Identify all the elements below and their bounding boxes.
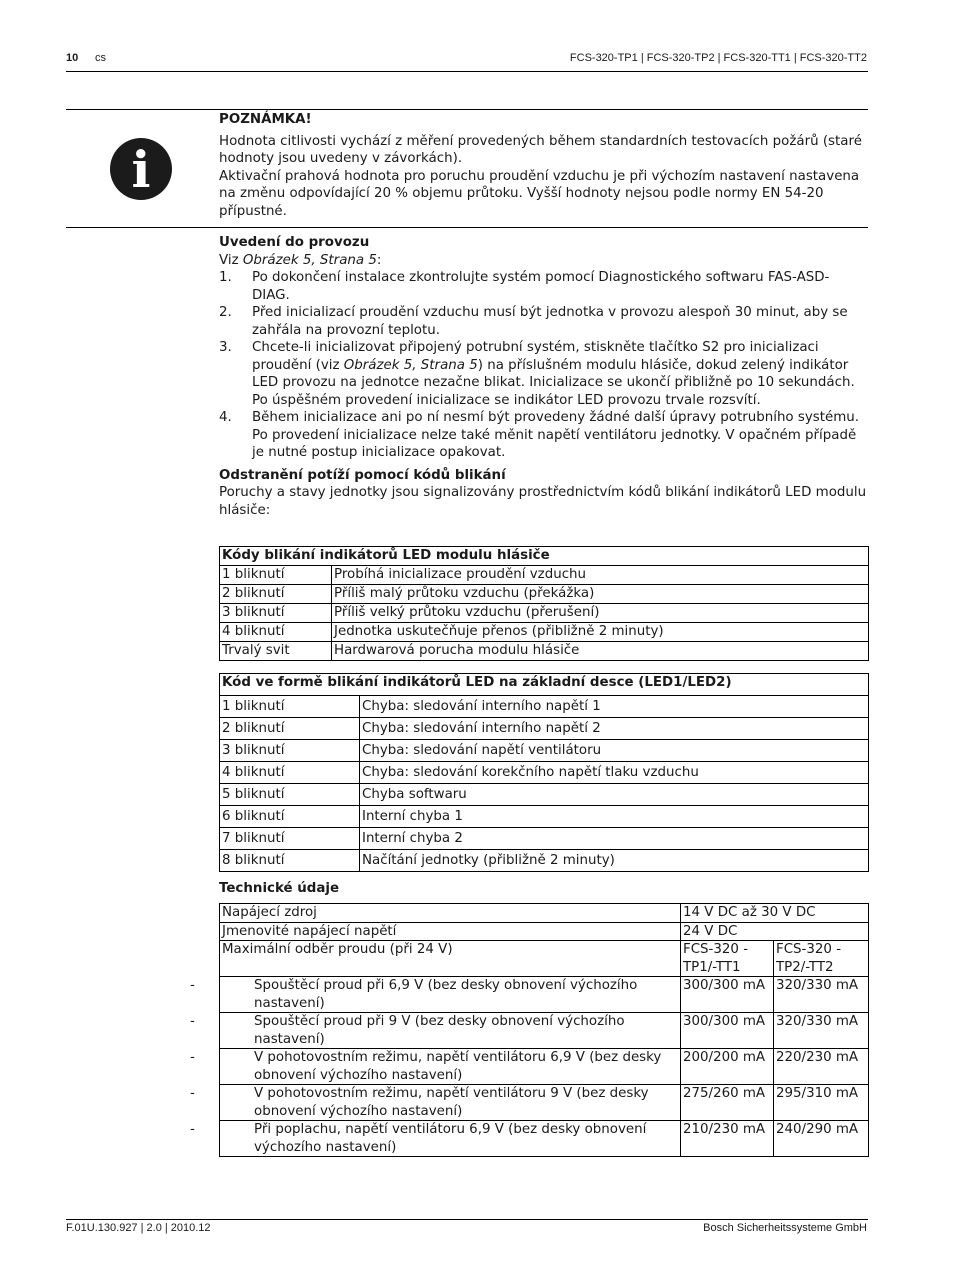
- table-cell: 3 bliknutí: [220, 604, 332, 623]
- table-cell: Chyba: sledování napětí ventilátoru: [360, 740, 869, 762]
- info-icon: i: [110, 138, 172, 200]
- note-top-rule: [66, 109, 868, 110]
- table-cell: 8 bliknutí: [220, 850, 360, 872]
- step-item: [219, 339, 867, 409]
- table-cell: 1 bliknutí: [220, 696, 360, 718]
- table-title: Kód ve formě blikání indikátorů LED na základní desce (LED1/LED2): [220, 674, 869, 696]
- commissioning-heading: Uvedení do provozu: [219, 235, 370, 250]
- dash-item: [190, 977, 678, 1012]
- step-item: [219, 409, 867, 462]
- table-cell: 14 V DC až 30 V DC: [681, 904, 869, 923]
- row-label: Spouštěcí proud při 9 V (bez desky obnovení výchozího nastavení): [254, 1014, 625, 1047]
- table-row: [220, 806, 869, 828]
- table-row: [220, 623, 869, 642]
- dash: -: [190, 1122, 195, 1137]
- row-label: V pohotovostním režimu, napětí ventilátoru 6,9 V (bez desky obnovení výchozího nastavení): [254, 1050, 662, 1083]
- see-suffix: :: [376, 252, 382, 268]
- table-cell: 220/230 mA: [774, 1049, 869, 1085]
- table-row: [220, 1049, 869, 1085]
- table-cell: Příliš malý průtoku vzduchu (překážka): [332, 585, 869, 604]
- dash: -: [190, 1086, 195, 1101]
- table-title: Kódy blikání indikátorů LED modulu hlásiče: [220, 547, 869, 566]
- figure-reference: Obrázek 5, Strana 5: [343, 357, 478, 373]
- table-cell: Příliš velký průtoku vzduchu (přerušení): [332, 604, 869, 623]
- table-cell: 2 bliknutí: [220, 585, 332, 604]
- note-paragraph-2: Aktivační prahová hodnota pro poruchu proudění vzduchu je při výchozím nastavení nastavena na změnu odpovídající 20 % objemu průtoku. Vyšší hodnoty nejsou podle normy EN 54-20 přípustné.: [219, 168, 860, 219]
- dash-item: [190, 1049, 678, 1084]
- table-row: [220, 762, 869, 784]
- table-cell: Jmenovité napájecí napětí: [220, 922, 681, 941]
- table-cell: 4 bliknutí: [220, 623, 332, 642]
- table-cell: 6 bliknutí: [220, 806, 360, 828]
- footer-doc-id: F.01U.130.927 | 2.0 | 2010.12: [66, 1222, 211, 1234]
- table-row: [220, 740, 869, 762]
- see-prefix: Viz: [219, 252, 243, 268]
- table-row: [220, 642, 869, 661]
- troubleshooting-intro: Poruchy a stavy jednotky jsou signalizovány prostřednictvím kódů blikání indikátorů LED modulu hlásiče:: [219, 485, 867, 518]
- table-cell: Interní chyba 2: [360, 828, 869, 850]
- table-cell: Trvalý svit: [220, 642, 332, 661]
- table-row: [220, 904, 869, 923]
- step-number: 4.: [219, 410, 232, 425]
- step-text: Před inicializací proudění vzduchu musí být jednotka v provozu alespoň 30 minut, aby se zahřála na provozní teplotu.: [252, 305, 848, 338]
- table-cell: 210/230 mA: [681, 1121, 774, 1157]
- table-cell: Napájecí zdroj: [220, 904, 681, 923]
- step-text: Po dokončení instalace zkontrolujte systém pomocí Diagnostického softwaru FAS-ASD-DIAG.: [252, 270, 830, 303]
- table-cell: 200/200 mA: [681, 1049, 774, 1085]
- step-item: [219, 304, 867, 339]
- table-cell: Chyba softwaru: [360, 784, 869, 806]
- table-row: [220, 922, 869, 941]
- figure-reference: Obrázek 5, Strana 5: [242, 252, 377, 268]
- table-row: [220, 696, 869, 718]
- table-cell: 320/330 mA: [774, 1013, 869, 1049]
- table-cell: 295/310 mA: [774, 1085, 869, 1121]
- note-title: POZNÁMKA!: [219, 112, 312, 127]
- technical-heading: Technické údaje: [219, 881, 340, 896]
- troubleshooting-heading: Odstranění potíží pomocí kódů blikání: [219, 467, 506, 483]
- table-cell: FCS-320 -TP2/-TT2: [774, 941, 869, 977]
- dash: -: [190, 1014, 195, 1029]
- table-cell: 300/300 mA: [681, 977, 774, 1013]
- footer-company: Bosch Sicherheitssysteme GmbH: [703, 1222, 867, 1234]
- note-bottom-rule: [66, 227, 868, 228]
- table-row: [220, 1085, 869, 1121]
- footer-rule: [66, 1219, 868, 1220]
- table-cell: Chyba: sledování interního napětí 1: [360, 696, 869, 718]
- step-number: 3.: [219, 340, 232, 355]
- table-row: [220, 828, 869, 850]
- table-cell: 1 bliknutí: [220, 566, 332, 585]
- row-label: Spouštěcí proud při 6,9 V (bez desky obnovení výchozího nastavení): [254, 978, 638, 1011]
- row-label: Při poplachu, napětí ventilátoru 6,9 V (bez desky obnovení výchozího nastavení): [254, 1122, 647, 1155]
- dash: -: [190, 978, 195, 993]
- table-cell: Chyba: sledování interního napětí 2: [360, 718, 869, 740]
- step-item: [219, 269, 867, 304]
- table-cell: Hardwarová porucha modulu hlásiče: [332, 642, 869, 661]
- table-cell: 3 bliknutí: [220, 740, 360, 762]
- table-row: [220, 585, 869, 604]
- table-cell: 275/260 mA: [681, 1085, 774, 1121]
- dash-item: [190, 1085, 678, 1120]
- note-block: [219, 111, 867, 220]
- table-row: [220, 784, 869, 806]
- table-cell: Jednotka uskutečňuje přenos (přibližně 2 minuty): [332, 623, 869, 642]
- table-cell: 2 bliknutí: [220, 718, 360, 740]
- table-row: [220, 977, 869, 1013]
- table-cell: 300/300 mA: [681, 1013, 774, 1049]
- table-cell: Načítání jednotky (přibližně 2 minuty): [360, 850, 869, 872]
- table-cell: FCS-320 -TP1/-TT1: [681, 941, 774, 977]
- table-row: [220, 1121, 869, 1157]
- board-led-table: [219, 673, 869, 872]
- table-row: [220, 1013, 869, 1049]
- dash: -: [190, 1050, 195, 1065]
- commissioning-section: [219, 234, 867, 519]
- table-cell: 320/330 mA: [774, 977, 869, 1013]
- table-cell: 240/290 mA: [774, 1121, 869, 1157]
- table-cell: 7 bliknutí: [220, 828, 360, 850]
- table-row: [220, 718, 869, 740]
- step-text: Během inicializace ani po ní nesmí být provedeny žádné další úpravy potrubního systému. Po provedení inicializace nelze také měnit napětí ventilátoru jednotky. V opačném případě je nutné postup inicializace opakovat.: [252, 410, 860, 460]
- step-text: ) na příslušném modulu hlásiče, dokud zelený indikátor LED provozu na jednotce nezačne blikat. Inicializace se ukončí přibližně po 10 sekundách. Po úspěšném provedení inicializace se indikátor LED provozu trvale rozsvítí.: [252, 357, 855, 408]
- dash-item: [190, 1121, 678, 1156]
- table-row: [220, 604, 869, 623]
- row-label: V pohotovostním režimu, napětí ventilátoru 9 V (bez desky obnovení výchozího nastavení): [254, 1086, 649, 1119]
- table-row: [220, 566, 869, 585]
- table-cell: Probíhá inicializace proudění vzduchu: [332, 566, 869, 585]
- table-cell: 5 bliknutí: [220, 784, 360, 806]
- table-cell: Interní chyba 1: [360, 806, 869, 828]
- see-figure-line: [219, 252, 867, 270]
- table-row: [220, 941, 869, 977]
- step-number: 2.: [219, 305, 232, 320]
- detector-led-table: [219, 546, 869, 661]
- table-cell: Maximální odběr proudu (při 24 V): [220, 941, 681, 977]
- step-text: Chcete-li inicializovat připojený potrubní systém, stiskněte tlačítko S2 pro inicializaci proudění (viz: [252, 340, 819, 373]
- header-models: FCS-320-TP1 | FCS-320-TP2 | FCS-320-TT1 | FCS-320-TT2: [569, 52, 867, 64]
- note-paragraph-1: Hodnota citlivosti vychází z měření provedených během standardních testovacích požárů (staré hodnoty jsou uvedeny v závorkách).: [219, 133, 862, 166]
- language-code: cs: [95, 52, 106, 64]
- table-cell: 4 bliknutí: [220, 762, 360, 784]
- dash-item: [190, 1013, 678, 1048]
- header-rule: [66, 71, 868, 72]
- table-cell: 24 V DC: [681, 922, 869, 941]
- step-number: 1.: [219, 270, 232, 285]
- technical-table: [190, 903, 869, 1157]
- page-number: 10: [66, 52, 79, 64]
- commissioning-steps: [219, 269, 867, 462]
- table-cell: Chyba: sledování korekčního napětí tlaku vzduchu: [360, 762, 869, 784]
- table-row: [220, 850, 869, 872]
